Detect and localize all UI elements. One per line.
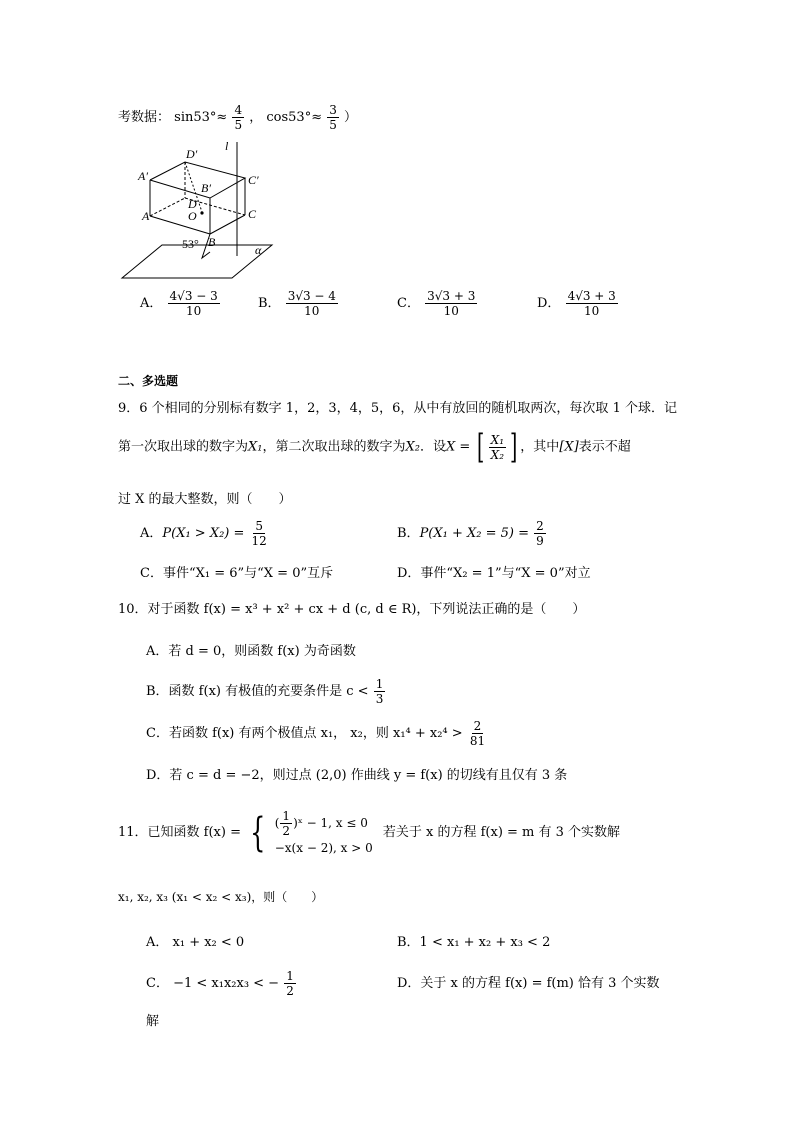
q9-line3: 过 X 的最大整数，则（ ） bbox=[118, 492, 292, 507]
q11-piecewise: ( $\frac{1}{2}$ )ˣ − 1, x ≤ 0 −x(x − 2), x > 0 bbox=[274, 809, 373, 855]
q8-option-d[interactable]: D． $\frac{4√3 + 3}{10}$ bbox=[537, 289, 616, 318]
q9-option-c[interactable]: C．事件“X₁ = 6”与“X = 0”互斥 bbox=[140, 566, 334, 581]
q11-option-d[interactable]: D．关于 x 的方程 f(x) = f(m) 恰有 3 个实数 bbox=[397, 976, 660, 991]
geometry-figure bbox=[110, 140, 290, 285]
q8-b-fraction: $\frac{3√3 - 4}{10}$ bbox=[287, 289, 336, 318]
label-d: D bbox=[188, 197, 197, 211]
q10-option-b[interactable]: B．函数 f(x) 有极值的充要条件是 c < $\frac{1}{3}$ bbox=[146, 677, 384, 706]
q9-line1: 9．6 个相同的分别标有数字 1，2，3，4，5，6，从中有放回的随机取两次，每次取 1 个球．记 bbox=[118, 401, 677, 416]
q10-option-d[interactable]: D．若 c = d = −2，则过点 (2,0) 作曲线 y = f(x) 的切线有且仅有 3 条 bbox=[146, 768, 568, 783]
q8-c-fraction: $\frac{3√3 + 3}{10}$ bbox=[427, 289, 476, 318]
label-angle: 53° bbox=[182, 237, 199, 251]
q11-option-b[interactable]: B．1 < x₁ + x₂ + x₃ < 2 bbox=[397, 935, 551, 950]
q9-option-a[interactable]: A．P(X₁ > X₂) = $\frac{5}{12}$ bbox=[140, 519, 267, 548]
reference-prefix: 考数据： bbox=[118, 110, 171, 125]
reference-line: 考数据： sin53°≈ $\frac{4}{5}$ ， cos53°≈ $\frac{3}{5}$ ） bbox=[118, 103, 358, 132]
q10-stem: 10．对于函数 f(x) = x³ + x² + cx + d (c, d ∈ R)，下列说法正确的是（ ） bbox=[118, 602, 586, 617]
box-edges bbox=[150, 162, 245, 198]
label-c: C bbox=[248, 207, 257, 221]
q9-line2: 第一次取出球的数字为X₁，第二次取出球的数字为X₂．设X = [ $\frac{\text{X₁}}{\text{X₂}}$ ] ，其中[X]表示不超 bbox=[118, 427, 631, 467]
q11-option-a[interactable]: A． x₁ + x₂ < 0 bbox=[146, 935, 245, 950]
cos-fraction: $\frac{3}{5}$ bbox=[329, 103, 337, 132]
q8-a-fraction: $\frac{4√3 - 3}{10}$ bbox=[169, 289, 218, 318]
q11-option-d-cont: 解 bbox=[146, 1014, 160, 1029]
label-d-prime: D′ bbox=[186, 147, 198, 161]
q8-option-b[interactable]: B． $\frac{3√3 - 4}{10}$ bbox=[258, 289, 336, 318]
q10-option-a[interactable]: A．若 d = 0，则函数 f(x) 为奇函数 bbox=[146, 644, 356, 659]
label-b: B bbox=[208, 235, 216, 249]
label-a-prime: A′ bbox=[138, 169, 148, 183]
q8-option-a[interactable]: A． $\frac{4√3 - 3}{10}$ bbox=[140, 289, 218, 318]
label-a: A bbox=[142, 209, 150, 223]
label-c-prime: C′ bbox=[248, 173, 259, 187]
q11-stem: 11．已知函数 f(x) = { ( $\frac{1}{2}$ )ˣ − 1, x ≤ 0 −x(x − 2), x > 0 若关于 x 的方程 f(x) = m 有 3 个实数解 bbox=[118, 809, 621, 856]
point-o bbox=[200, 211, 203, 214]
label-alpha: α bbox=[255, 243, 262, 257]
q11-line2: x₁, x₂, x₃ (x₁ < x₂ < x₃)，则（ ） bbox=[118, 890, 324, 904]
q9-x2: X₂ bbox=[405, 439, 420, 455]
label-o: O bbox=[188, 209, 197, 223]
q11-option-c[interactable]: C． −1 < x₁x₂x₃ < − $\frac{1}{2}$ bbox=[146, 969, 294, 998]
label-b-prime: B′ bbox=[201, 181, 211, 195]
label-l: l bbox=[225, 140, 229, 153]
q10-option-c[interactable]: C．若函数 f(x) 有两个极值点 x₁， x₂，则 x₁⁴ + x₂⁴ > $\frac{2}{81}$ bbox=[146, 719, 486, 748]
q9-floor-expression: [ $\frac{\text{X₁}}{\text{X₂}}$ ] bbox=[477, 427, 518, 467]
q9-option-b[interactable]: B．P(X₁ + X₂ = 5) = $\frac{2}{9}$ bbox=[397, 519, 544, 548]
sin-fraction: $\frac{4}{5}$ bbox=[234, 103, 243, 132]
q8-d-fraction: $\frac{4√3 + 3}{10}$ bbox=[567, 289, 616, 318]
section-title: 二、多选题 bbox=[118, 374, 179, 388]
q8-option-c[interactable]: C． $\frac{3√3 + 3}{10}$ bbox=[397, 289, 476, 318]
cos-text: cos53°≈ bbox=[266, 110, 323, 125]
q9-option-d[interactable]: D．事件“X₂ = 1”与“X = 0”对立 bbox=[397, 566, 591, 581]
q9-x1: X₁ bbox=[248, 439, 263, 455]
sin-text: sin53°≈ bbox=[174, 110, 228, 125]
